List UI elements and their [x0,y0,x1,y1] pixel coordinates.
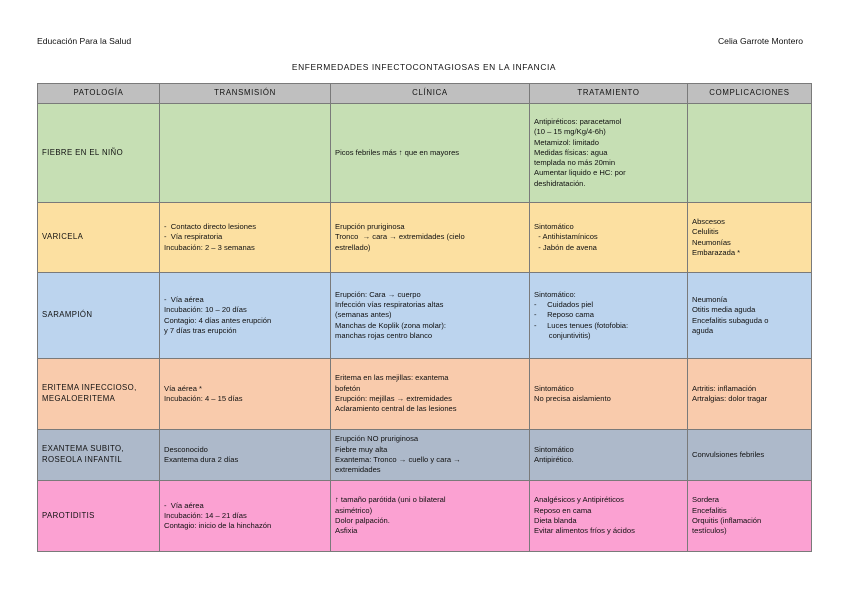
cell-text-line: - Cuidados piel [534,300,594,310]
cell-transmision [160,203,331,273]
cell-text-line: Aumentar liquido e HC: por [534,168,626,178]
cell-transmision [160,104,331,203]
column-header-tratamiento: TRATAMIENTO [530,84,688,104]
cell-text-line: Incubación: 4 – 15 días [164,394,243,403]
cell-clinica [331,273,530,359]
cell-tratamiento [530,359,688,430]
cell-tratamiento [530,273,688,359]
cell-text-line: Dieta blanda [534,516,577,525]
table-row [38,359,812,430]
cell-text-line: Medidas físicas: agua [534,147,608,157]
cell-text-line: ROSEOLA INFANTIL [42,455,123,464]
cell-text-line: Vía aérea * [164,383,202,393]
cell-text-line: Exantema dura 2 días [164,455,239,464]
cell-text-line: Neumonía [692,294,728,304]
cell-text-line: VARICELA [42,232,84,242]
cell-text-line: Sintomático [534,222,574,232]
cell-text-line: Desconocido [164,444,208,454]
cell-text-line: Erupción NO pruriginosa [335,434,419,444]
cell-clinica [331,430,530,481]
cell-text-line: Contagio: 4 días antes erupción [164,315,272,325]
table-body [38,104,812,552]
cell-text-line: Asfixia [335,526,358,536]
cell-text-line: - Reposo cama [534,310,594,320]
cell-complicaciones [688,104,812,203]
cell-text-line: Manchas de Koplik (zona molar): [335,320,447,330]
table-header-row [38,84,812,104]
cell-text-line: Incubación: 10 – 20 días [164,305,247,315]
cell-text-line: Sintomático [534,444,574,454]
cell-text-line: ERITEMA INFECCIOSO, [42,383,137,393]
cell-text-line: MEGALOERITEMA [42,394,116,403]
cell-transmision [160,430,331,481]
cell-text-line: Celulitis [692,227,719,237]
cell-patologia [38,273,160,359]
cell-text-line: Erupción: mejillas → extremidades [335,394,452,403]
cell-text-line: ↑ tamaño parótida (uni o bilateral [335,495,446,505]
cell-patologia [38,430,160,481]
cell-text-line: - Luces tenues (fotofobia: [534,320,629,330]
table-row [38,104,812,203]
cell-text-line: Metamizol: limitado [534,137,599,147]
cell-complicaciones [688,481,812,552]
cell-text-line: Artritis: inflamación [692,383,757,393]
cell-text-line: testículos) [692,526,727,536]
cell-text-line: EXANTEMA SUBITO, [42,444,125,454]
cell-text-line: estrellado) [335,242,371,252]
cell-text-line: Sordera [692,495,720,505]
cell-text-line: - Contacto directo lesiones [164,222,257,232]
cell-text-line: asimétrico) [335,505,373,515]
cell-text-line: - Vía respiratoria [164,232,223,242]
cell-text-line: Eritema en las mejillas: exantema [335,373,449,383]
table-row [38,273,812,359]
cell-transmision [160,273,331,359]
header-right: Celia Garrote Montero [717,36,803,46]
cell-clinica [331,203,530,273]
table-row [38,430,812,481]
column-header-patologia: PATOLOGÍA [38,84,160,104]
cell-complicaciones [688,359,812,430]
cell-text-line: Reposo en cama [534,505,592,515]
cell-text-line: (semanas antes) [335,310,392,320]
cell-text-line: Neumonías [692,237,731,247]
cell-tratamiento [530,104,688,203]
cell-text-line: FIEBRE EN EL NIÑO [42,147,124,157]
cell-patologia [38,104,160,203]
cell-complicaciones [688,203,812,273]
cell-text-line: Embarazada * [692,247,741,257]
cell-text-line: Contagio: inicio de la hinchazón [164,521,272,531]
cell-text-line: Sintomático [534,383,574,393]
cell-text-line: conjuntivitis) [534,330,591,340]
cell-complicaciones [688,273,812,359]
cell-text-line: PAROTIDITIS [42,510,95,520]
cell-transmision [160,359,331,430]
cell-text-line: Antipirético. [534,455,574,464]
cell-tratamiento [530,203,688,273]
cell-text-line: Analgésicos y Antipiréticos [534,495,624,505]
cell-text-line: Orquitis (inflamación [692,516,762,525]
cell-text-line: Picos febriles más ↑ que en mayores [335,147,460,157]
cell-text-line: Otitis media aguda [692,305,756,315]
cell-text-line: manchas rojas centro blanco [335,330,433,340]
document-title: ENFERMEDADES INFECTOCONTAGIOSAS EN LA INFANCIA [291,62,557,72]
cell-text-line: Evitar alimentos fríos y ácidos [534,526,635,536]
cell-clinica [331,481,530,552]
cell-text-line: Fiebre muy alta [335,444,388,454]
cell-patologia [38,203,160,273]
cell-text-line: Infección vías respiratorias altas [335,300,444,310]
cell-text-line: Encefalitis [692,505,727,515]
cell-text-line: aguda [692,325,714,335]
cell-text-line: Convulsiones febriles [692,449,765,459]
column-header-complicaciones: COMPLICACIONES [688,84,812,104]
cell-text-line: Sintomático: [534,289,576,299]
cell-text-line: (10 – 15 mg/Kg/4-6h) [534,127,606,137]
cell-text-line: Incubación: 2 – 3 semanas [164,242,255,252]
cell-text-line: - Vía aérea [164,500,204,510]
cell-text-line: - Jabón de avena [534,242,597,252]
cell-tratamiento [530,481,688,552]
cell-text-line: Artralgias: dolor tragar [692,394,768,403]
cell-text-line: SARAMPIÓN [42,310,93,320]
cell-text-line: Abscesos [692,216,725,226]
cell-text-line: Erupción: Cara → cuerpo [335,289,421,299]
cell-text-line: Antipiréticos: paracetamol [534,116,622,126]
column-header-transmision: TRANSMISIÓN [160,84,331,104]
cell-text-line: Erupción pruriginosa [335,222,405,232]
cell-text-line: templada no más 20min [534,158,616,168]
cell-text-line: extremidades [335,465,381,475]
cell-text-line: deshidratación. [534,178,586,188]
cell-text-line: - Antihistamínicos [534,232,598,242]
cell-patologia [38,481,160,552]
cell-text-line: Exantema: Tronco → cuello y cara → [335,455,461,464]
cell-text-line: - Vía aérea [164,294,204,304]
cell-text-line: Incubación: 14 – 21 días [164,510,247,520]
cell-text-line: Aclaramiento central de las lesiones [335,404,457,414]
cell-text-line: Encefalitis subaguda o [692,315,769,325]
diseases-table [37,83,812,552]
cell-text-line: Dolor palpación. [335,516,390,525]
cell-patologia [38,359,160,430]
table-row [38,203,812,273]
cell-clinica [331,104,530,203]
cell-text-line: bofetón [335,383,361,393]
cell-transmision [160,481,331,552]
cell-text-line: Tronco → cara → extremidades (cielo [335,232,465,242]
cell-tratamiento [530,430,688,481]
cell-text-line: y 7 días tras erupción [164,325,237,335]
cell-text-line: No precisa aislamiento [534,394,611,403]
table-row [38,481,812,552]
header-left: Educación Para la Salud [37,36,132,46]
cell-complicaciones [688,430,812,481]
cell-clinica [331,359,530,430]
column-header-clinica: CLÍNICA [331,84,530,104]
